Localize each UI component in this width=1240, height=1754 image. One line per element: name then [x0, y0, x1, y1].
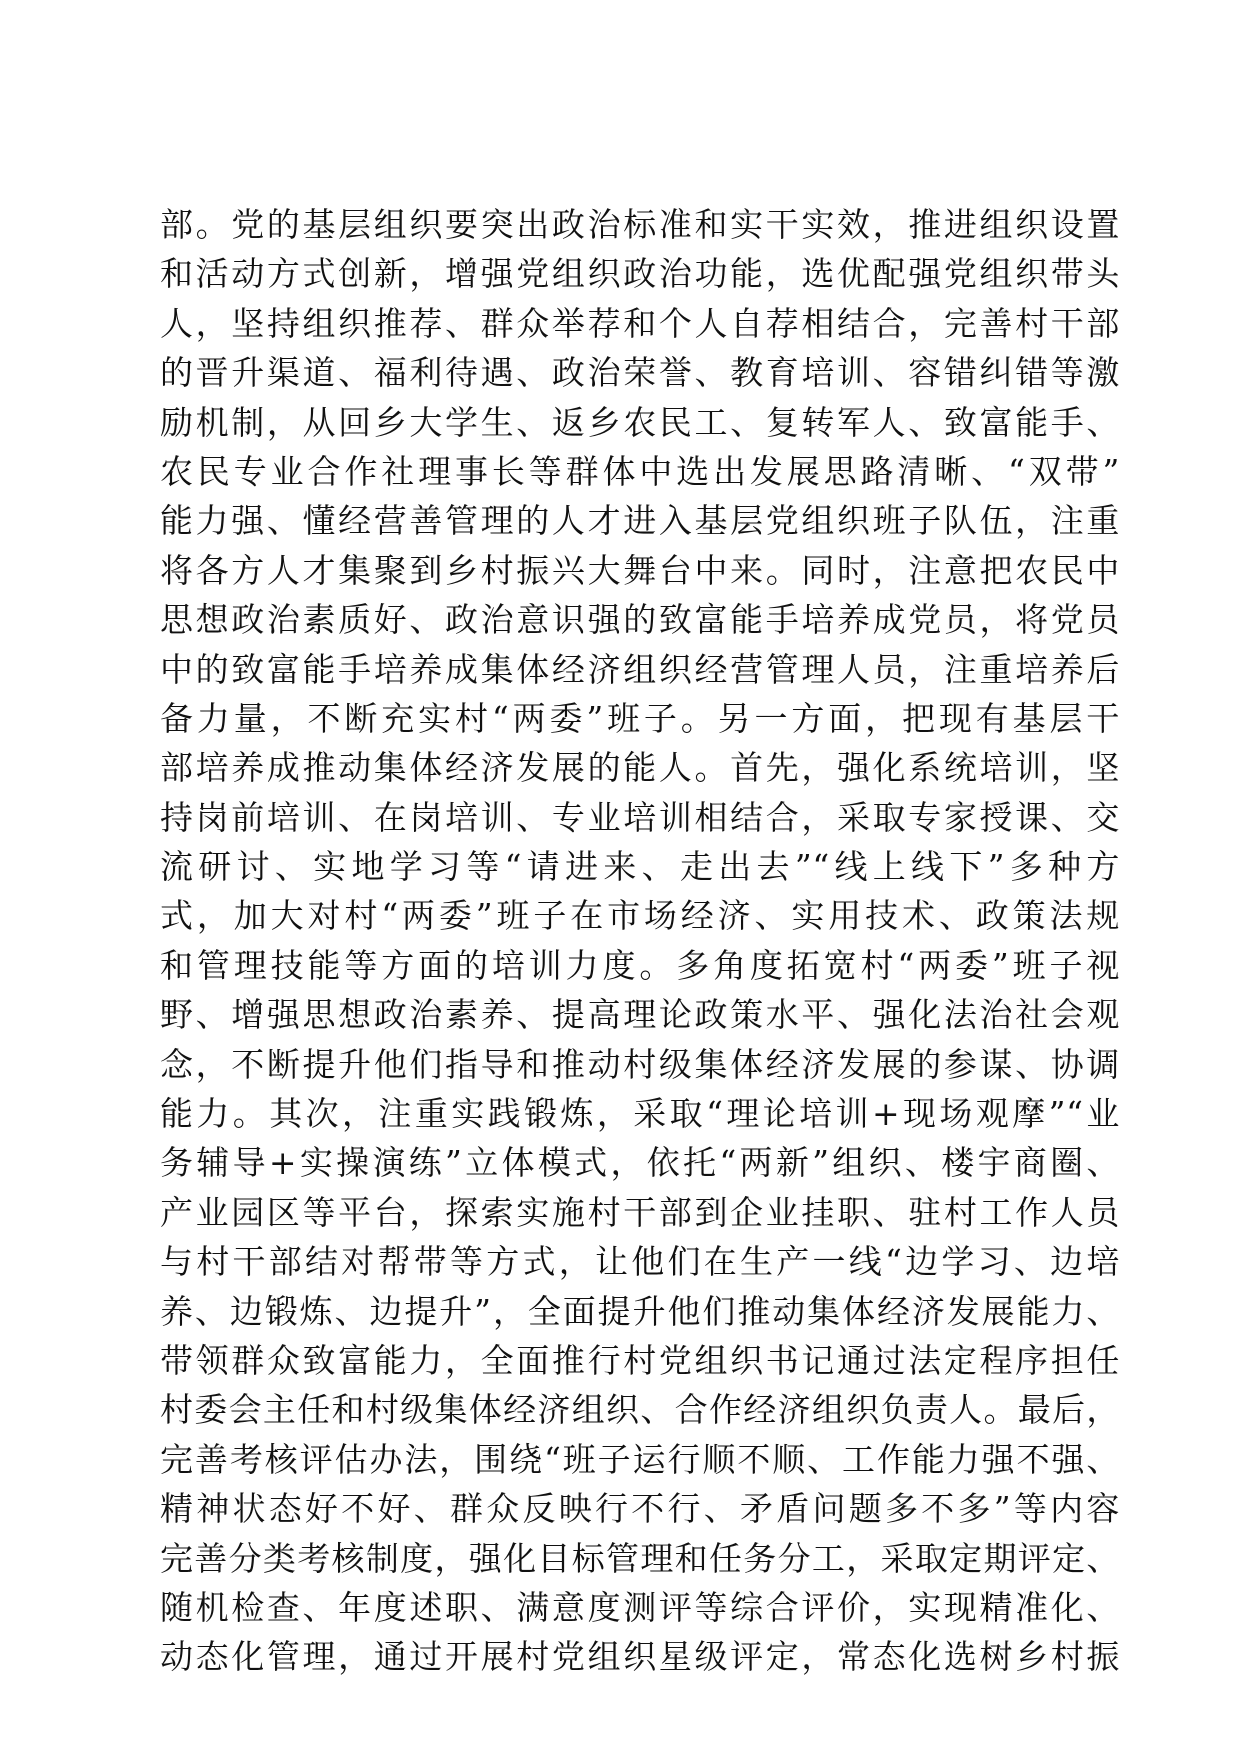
text-line: 持岗前培训、在岗培训、专业培训相结合，采取专家授课、交 [160, 797, 1120, 837]
text-line: 野、增强思想政治素养、提高理论政策水平、强化法治社会观 [160, 995, 1120, 1035]
text-line: 产业园区等平台，探索实施村干部到企业挂职、驻村工作人员 [160, 1192, 1120, 1232]
text-line: 农民专业合作社理事长等群体中选出发展思路清晰、“双带” [160, 451, 1120, 491]
text-line: 将各方人才集聚到乡村振兴大舞台中来。同时，注意把农民中 [160, 550, 1120, 590]
text-line: 励机制，从回乡大学生、返乡农民工、复转军人、致富能手、 [160, 402, 1120, 442]
body-paragraph [160, 200, 1120, 1682]
text-line: 式，加大对村“两委”班子在市场经济、实用技术、政策法规 [160, 896, 1120, 936]
text-line: 人，坚持组织推荐、群众举荐和个人自荐相结合，完善村干部 [160, 303, 1120, 343]
text-line: 务辅导+实操演练”立体模式，依托“两新”组织、楼宇商圈、 [160, 1143, 1120, 1183]
text-line: 备力量，不断充实村“两委”班子。另一方面，把现有基层干 [160, 698, 1120, 738]
text-line: 中的致富能手培养成集体经济组织经营管理人员，注重培养后 [160, 649, 1120, 689]
text-line: 完善考核评估办法，围绕“班子运行顺不顺、工作能力强不强、 [160, 1439, 1120, 1479]
text-line: 能力。其次，注重实践锻炼，采取“理论培训+现场观摩”“业 [160, 1094, 1120, 1134]
text-line: 完善分类考核制度，强化目标管理和任务分工，采取定期评定、 [160, 1538, 1120, 1578]
text-line: 部。党的基层组织要突出政治标准和实干实效，推进组织设置 [160, 205, 1120, 244]
text-line: 村委会主任和村级集体经济组织、合作经济组织负责人。最后， [160, 1390, 1120, 1430]
text-line: 养、边锻炼、边提升”，全面提升他们推动集体经济发展能力、 [160, 1291, 1120, 1331]
text-line: 和活动方式创新，增强党组织政治功能，选优配强党组织带头 [160, 254, 1120, 294]
text-line: 动态化管理，通过开展村党组织星级评定，常态化选树乡村振 [160, 1637, 1120, 1677]
text-line: 的晋升渠道、福利待遇、政治荣誉、教育培训、容错纠错等激 [160, 353, 1120, 393]
text-line: 和管理技能等方面的培训力度。多角度拓宽村“两委”班子视 [160, 945, 1120, 985]
text-line: 念，不断提升他们指导和推动村级集体经济发展的参谋、协调 [160, 1044, 1120, 1084]
text-line: 思想政治素质好、政治意识强的致富能手培养成党员，将党员 [160, 600, 1120, 640]
text-line: 能力强、懂经营善管理的人才进入基层党组织班子队伍，注重 [160, 501, 1120, 541]
text-line: 部培养成推动集体经济发展的能人。首先，强化系统培训，坚 [160, 748, 1120, 788]
text-line: 与村干部结对帮带等方式，让他们在生产一线“边学习、边培 [160, 1242, 1120, 1282]
text-line: 随机检查、年度述职、满意度测评等综合评价，实现精准化、 [160, 1587, 1120, 1627]
text-line: 流研讨、实地学习等“请进来、走出去”“线上线下”多种方 [160, 847, 1120, 887]
text-line: 带领群众致富能力，全面推行村党组织书记通过法定程序担任 [160, 1340, 1120, 1380]
text-line: 精神状态好不好、群众反映行不行、矛盾问题多不多”等内容 [160, 1489, 1120, 1529]
